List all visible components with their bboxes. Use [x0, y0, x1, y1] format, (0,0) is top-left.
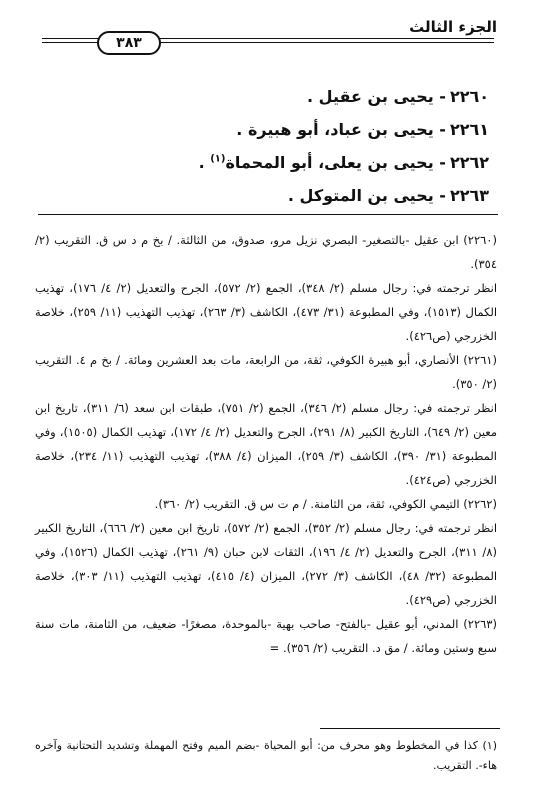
volume-title: الجزء الثالث	[409, 18, 497, 36]
entry-tail: .	[198, 153, 205, 172]
entry-name: - يحيى بن عباد، أبو هبيرة .	[236, 120, 446, 139]
note-2262: (٢٢٦٢) التيمي الكوفي، ثقة، من الثامنة. / م ت س ق. التقريب (٢/ ٣٦٠).	[154, 497, 497, 511]
entry-2263	[39, 179, 489, 212]
note-2261-refs: انظر ترجمته في: رجال مسلم (٢/ ٣٤٦)، الجمع (٢/ ٧٥١)، طبقات ابن سعد (٦/ ٣١١)، تاريخ ابن معين (٢/ ٦٤٩)، التاريخ الكبير (٨/ ٢٩١)، الجرح والتعديل (٢/ ٤/ ١٧٢)، تهذيب الكمال (١٥٠٥)، وفي المطبوعة (٣١/ ٣٩٠)، الكاشف (٣/ ٢٥٩)، الميزان (٤/ ٣٨٨)، تهذيب التهذيب (١١/ ٢٣٤)، خلاصة الخزرجي (ص٤٢٤).	[35, 401, 498, 487]
page-number: ٣٨٣	[97, 31, 161, 55]
section-divider	[38, 214, 498, 215]
footnote-rule	[320, 728, 500, 729]
note-2260: (٢٢٦٠) ابن عقيل -بالتصغير- البصري نزيل مرو، صدوق، من الثالثة. / بخ م د س ق. التقريب (٢/ ٣٥٤).	[35, 233, 497, 271]
note-2263: (٢٢٦٣) المدني، أبو عقيل -بالفتح- صاحب بهية -بالموحدة، مصغرًا- ضعيف، من الثامنة، مات سنة سبع وستين ومائة. / مق د. التقريب (٢/ ٣٥٦). =	[35, 617, 497, 655]
entry-2260	[39, 80, 489, 113]
entry-number: ٢٢٦٢	[449, 153, 489, 172]
entry-name: - يحيى بن المتوكل .	[287, 186, 446, 205]
footnote-marker: (١)	[210, 153, 226, 165]
entry-2261	[39, 113, 489, 146]
entries-list	[39, 80, 489, 212]
note-2260-refs: انظر ترجمته في: رجال مسلم (٢/ ٣٤٨)، الجمع (٢/ ٥٧٢)، الجرح والتعديل (٢/ ٤/ ١٧٦)، تهذيب الكمال (١٥١٣)، وفي المطبوعة (٣١/ ٤٧٣)، الكاشف (٣/ ٢٦٣)، تهذيب التهذيب (١١/ ٢٥٩)، خلاصة الخزرجي (ص٤٢٦).	[35, 281, 498, 343]
entry-name: - يحيى بن يعلى، أبو المحماة	[225, 153, 446, 172]
entry-number: ٢٢٦٣	[449, 186, 489, 205]
entry-number: ٢٢٦١	[449, 120, 489, 139]
entry-number: ٢٢٦٠	[449, 87, 489, 106]
footnote: (١) كذا في المخطوط وهو محرف من: أبو المحياة -بضم الميم وفتح المهملة وتشديد التحتانية وآخره هاء-. التقريب.	[35, 739, 497, 772]
entry-2262	[39, 146, 489, 179]
entry-name: - يحيى بن عقيل .	[307, 87, 446, 106]
note-2261: (٢٢٦١) الأنصاري، أبو هبيرة الكوفي، ثقة، من الرابعة، مات بعد العشرين ومائة. / بخ م ٤. التقريب (٢/ ٣٥٠).	[35, 353, 497, 391]
biographical-notes	[35, 228, 497, 660]
note-2262-refs: انظر ترجمته في: رجال مسلم (٢/ ٣٥٢)، الجمع (٢/ ٥٧٢)، تاريخ ابن معين (٢/ ٦٦٦)، التاريخ الكبير (٨/ ٣١١)، الجرح والتعديل (٢/ ٤/ ١٩٦)، الثقات لابن حبان (٩/ ٢٦١)، تهذيب الكمال (١٥٢٦)، وفي المطبوعة (٣٢/ ٤٨)، الكاشف (٣/ ٢٧٢)، الميزان (٤/ ٤١٥)، تهذيب التهذيب (١١/ ٣٠٣)، خلاصة الخزرجي (ص٤٢٩).	[35, 521, 498, 607]
